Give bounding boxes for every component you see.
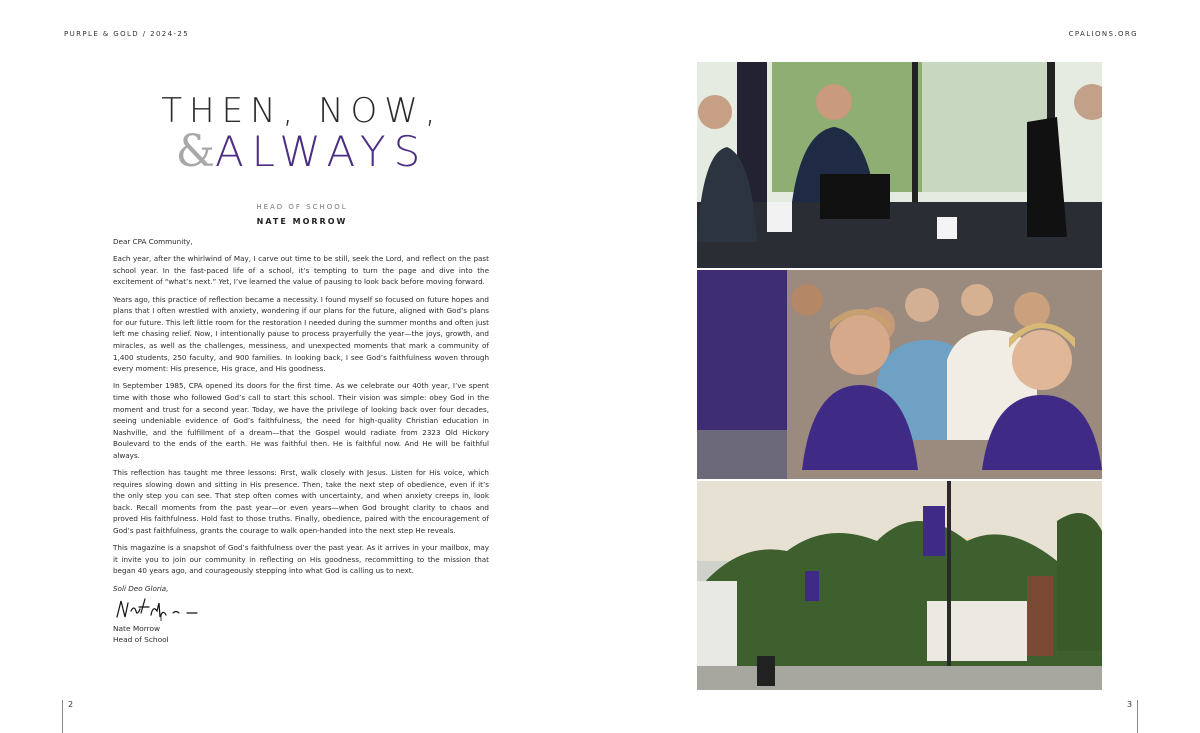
letter-paragraph: Years ago, this practice of reflection became a necessity. I found myself so focused on future hopes and plans that I often wrestled with anxiety, wondering if our plans for the future, aligned with God’s plans for our future. This left little room for the restoration I needed during the summer months and often just left me chasing relief. Now, I intentionally pause to process prayerfully the year—the joys, growth, and miracles, as well as the challenges, messiness, and unexpected moments that mark a community of 1,400 students, 250 faculty, and 900 families. In looking back, I see God’s faithfulness woven through every moment: His presence, His grace, and His goodness. xyxy=(113,294,489,374)
title-always: ALWAYS xyxy=(214,127,429,176)
campus-photo xyxy=(697,481,1102,690)
author-name: NATE MORROW xyxy=(256,217,348,226)
page-rule-left xyxy=(62,700,63,733)
page-number-right: 3 xyxy=(1127,700,1133,709)
title-ampersand: & xyxy=(175,126,215,177)
letter-paragraph: This magazine is a snapshot of God’s faithfulness over the past year. As it arrives in your mailbox, may it invite you to join our community in reflecting on His goodness, recommitting to the mission that began 40 years ago, and courageously stepping into what God is calling us to next. xyxy=(113,543,489,576)
title-line-2 xyxy=(112,126,492,183)
letter-paragraph: Each year, after the whirlwind of May, I carve out time to be still, seek the Lord, and reflect on the past school year. In the fast-paced life of a school, it’s tempting to turn the page and dive into the excitement of “what’s next.” Yet, I’ve learned the value of pausing to look back before moving forward. xyxy=(113,254,489,287)
signer-title: Head of School xyxy=(113,634,169,644)
page-number-left: 2 xyxy=(68,700,74,709)
magazine-issue-label: PURPLE & GOLD / 2024-25 xyxy=(64,30,190,38)
signer-name: Nate Morrow xyxy=(113,623,161,633)
title-line-1: THEN, NOW, xyxy=(161,91,443,131)
letter-paragraph: In September 1985, CPA opened its doors for the first time. As we celebrate our 40th year, I’ve spent time with those who followed God’s call to start this school. Their vision was simple: obey God in the moment and trust for a second year. Today, we have the privilege of looking back over four decades, seeing undeniable evidence of God’s faithfulness, the need for high-quality Christian education in Nashville, and the fulfillment of a dream—that the Gospel would radiate from 2323 Old Hickory Boulevard to the ends of the earth. He was faithful then. He is faithful now. And He will be faithful always. xyxy=(113,381,489,460)
website-label: CPALIONS.ORG xyxy=(1068,30,1138,38)
letter-body xyxy=(113,236,489,645)
page-rule-right xyxy=(1137,700,1138,733)
meeting-photo xyxy=(697,62,1102,268)
letter-closing: Soli Deo Gloria, xyxy=(113,584,169,593)
handwritten-signature xyxy=(113,597,213,623)
letter-greeting: Dear CPA Community, xyxy=(113,237,193,246)
letter-paragraph: This reflection has taught me three lessons: First, walk closely with Jesus. Listen for His voice, which requires slowing down and sitting in His presence. Then, take the next step of obedience, even if it’s the only step you can see. That step often comes with uncertainty, and when anxiety creeps in, look back. Recall moments from the past year—or even years—when God brought clarity to chaos and proved His faithfulness. Hold fast to those truths. Finally, obedience, paired with the encouragement of God’s past faithfulness, grants the courage to walk open-handed into the next step He reveals. xyxy=(113,468,489,536)
students-photo xyxy=(697,270,1102,479)
article-title-block xyxy=(112,92,492,226)
author-role: HEAD OF SCHOOL xyxy=(256,203,348,211)
